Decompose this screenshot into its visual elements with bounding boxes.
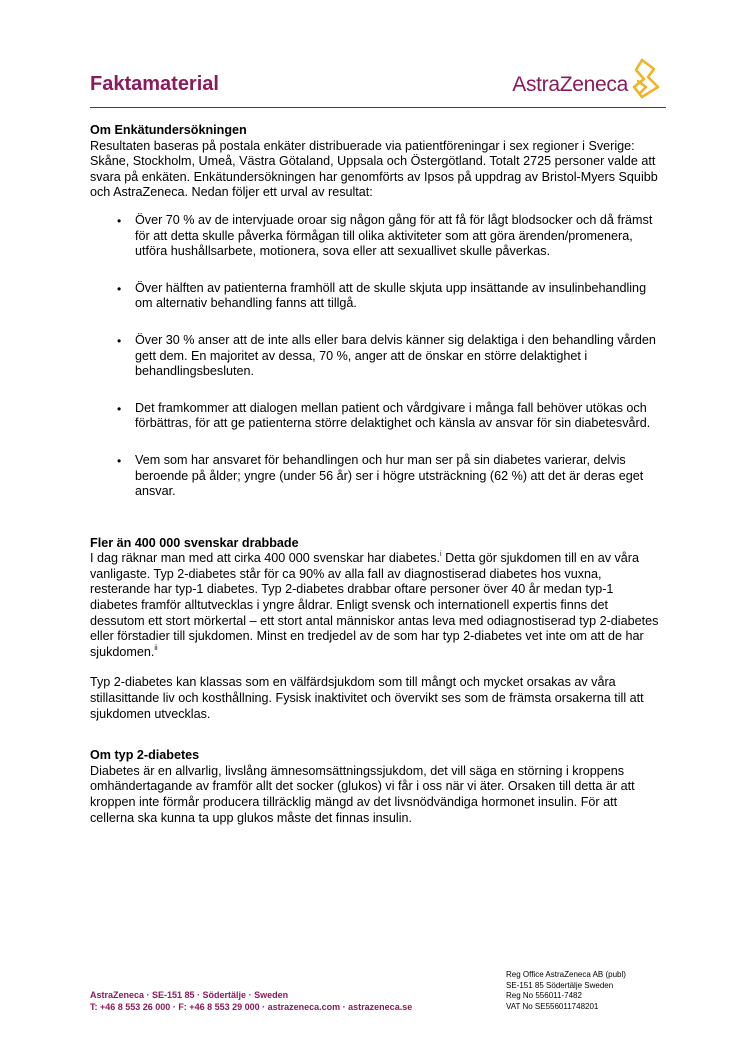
section-heading-type2: Om typ 2-diabetes: [90, 748, 200, 763]
bullet-icon: •: [117, 213, 122, 228]
registration-info: Reg Office AstraZeneca AB (publ) SE-151 85 Södertälje Sweden Reg No 556011-7482 VAT No SE556011748201: [506, 970, 626, 1011]
footnote-ref: ii: [154, 644, 158, 652]
survey-intro-paragraph: Resultaten baseras på postala enkäter distribuerade via patientföreningar i sex regioner i Sverige: Skåne, Stockholm, Umeå, Västra Götaland, Uppsala och Östergötland. Totalt 2725 personer valde att svara på enkäten. Enkätundersökningen har genomförts av Ipsos på uppdrag av Bristol-Myers Squibb och AstraZeneca. Nedan följer ett urval av resultat:: [90, 138, 658, 200]
prevalence-paragraph: I dag räknar man med att cirka 400 000 svenskar har diabetes.$^i$ Detta gör sjukdomen till en av våra vanligaste. Typ 2-diabetes står för ca 90% av alla fall av diagnostiserad diabetes hos vuxna, resterande har typ-1 diabetes. Typ 2-diabetes drabbar oftare personer över 40 år medan typ-1 diabetes framför alltutvecklas i yngre åldrar. Enligt svensk och internationell expertis finns det dessutom ett stort mörkertal – ett stort antal människor antas leva med odiagnostiserad typ 2-diabetes eller förstadier till sjukdomen. Minst en tredjedel av de som har typ 2-diabetes vet inte om att de har sjukdomen.$^{ii}$: [90, 551, 659, 659]
bullet-icon: •: [117, 281, 122, 296]
document-body: [90, 123, 660, 826]
section-heading-prevalence: Fler än 400 000 svenskar drabbade: [90, 535, 299, 550]
astrazeneca-symbol-icon: [624, 57, 664, 101]
astrazeneca-logo: [464, 57, 664, 103]
list-item: • Över hälften av patienterna framhöll att de skulle skjuta upp insättande av insulinbehandling om alternativ behandling fanns att tillgå.: [117, 280, 647, 311]
section-heading-survey: Om Enkätundersökningen: [90, 123, 247, 137]
list-item: • Över 70 % av de intervjuade oroar sig någon gång för att få för lågt blodsocker och då främst för att detta skulle påverka förmågan till olika aktiviteter som att göra ärenden/promenera, utföra hushållsarbete, motionera, sova eller att sexuallivet skulle påverkas.: [117, 212, 653, 259]
list-item: • Vem som har ansvaret för behandlingen och hur man ser på sin diabetes varierar, delvis beroende på ålder; yngre (under 56 år) ser i högre utsträckning (62 %) att det är deras eget ansvar.: [117, 452, 644, 499]
contact-info: AstraZeneca · SE-151 85 · Södertälje · Sweden T: +46 8 553 26 000 · F: +46 8 553 29 000 · astrazeneca.com · astrazeneca.se: [90, 990, 413, 1012]
page-title: Faktamaterial: [90, 73, 219, 95]
bullet-icon: •: [117, 333, 122, 348]
type2-paragraph: Diabetes är en allvarlig, livslång ämnesomsättningssjukdom, det vill säga en störning i kroppens omhändertagande av framför allt det socker (glukos) vi får i oss när vi äter. Orsaken till detta är att kroppen inte förmår producera tillräcklig mängd av det livsnödvändiga hormonet insulin. För att cellerna ska kunna ta upp glukos måste det finnas insulin.: [90, 763, 635, 825]
logo-text: AstraZeneca: [512, 73, 628, 96]
footnote-ref: i: [440, 551, 442, 559]
lifestyle-paragraph: Typ 2-diabetes kan klassas som en välfärdsjukdom som till mångt och mycket orsakas av våra stillasittande liv och kosthållning. Fysisk inaktivitet och övervikt ses som de främsta orsakerna till att sjukdomen utvecklas.: [90, 675, 644, 721]
bullet-icon: •: [117, 401, 122, 416]
list-item: • Över 30 % anser att de inte alls eller bara delvis känner sig delaktiga i den behandling vården gett dem. En majoritet av dessa, 70 %, anger att de önskar en större delaktighet i behandlingsbesluten.: [117, 332, 656, 379]
list-item: • Det framkommer att dialogen mellan patient och vårdgivare i många fall behöver utökas och förbättras, för att ge patienterna större delaktighet och känsla av ansvar för sin diabetesvård.: [117, 400, 651, 431]
page-header: [90, 57, 666, 108]
bullet-icon: •: [117, 453, 122, 468]
survey-results-list: [90, 213, 660, 500]
